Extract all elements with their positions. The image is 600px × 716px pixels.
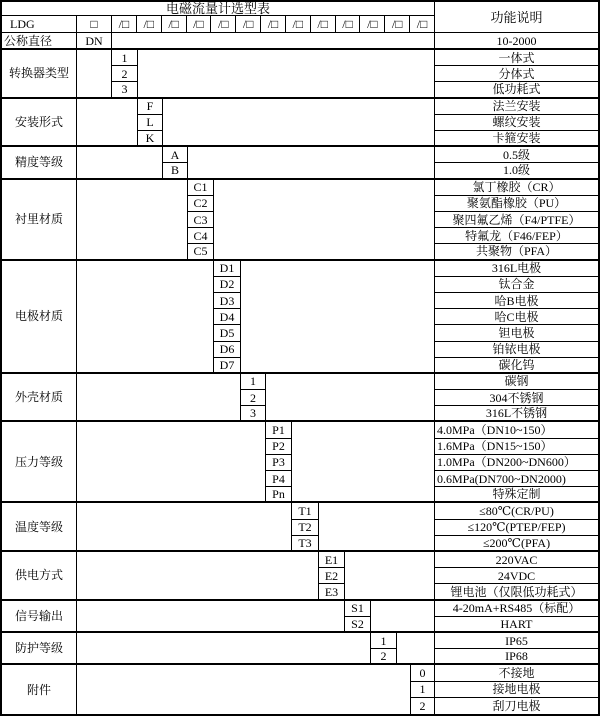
- section-label: 公称直径: [2, 33, 77, 50]
- code-cell: A: [163, 147, 188, 163]
- empty-cell: [77, 552, 319, 601]
- code-cell: 0: [411, 665, 435, 681]
- empty-cell: [214, 180, 435, 261]
- desc-cell: 聚氨酯橡胶（PU）: [435, 196, 598, 212]
- code-cell: F: [138, 99, 163, 115]
- empty-cell: [112, 33, 435, 50]
- desc-cell: 1.0级: [435, 163, 598, 179]
- desc-cell: ≤200℃(PFA): [435, 536, 598, 552]
- table-title: 电磁流量计选型表: [2, 2, 435, 16]
- section-label: 安装形式: [2, 99, 77, 148]
- desc-cell: 1.0MPa（DN200~DN600）: [435, 455, 598, 471]
- model-slot: /□: [416, 17, 428, 31]
- code-cell: K: [138, 131, 163, 147]
- code-cell: P1: [266, 422, 292, 438]
- code-cell: DN: [77, 33, 112, 50]
- empty-cell: [188, 147, 435, 179]
- empty-cell: [77, 665, 411, 714]
- code-cell: 3: [112, 82, 138, 98]
- desc-cell: IP65: [435, 633, 598, 649]
- code-cell: 2: [411, 698, 435, 714]
- desc-cell: 4-20mA+RS485（标配）: [435, 601, 598, 617]
- desc-cell: 钛合金: [435, 277, 598, 293]
- desc-cell: 共聚物（PFA）: [435, 244, 598, 260]
- section-label: 温度等级: [2, 503, 77, 552]
- desc-cell: 法兰安装: [435, 99, 598, 115]
- empty-cell: [292, 422, 435, 503]
- desc-cell: 316L不锈钢: [435, 406, 598, 422]
- empty-cell: [77, 99, 138, 148]
- empty-cell: [345, 552, 435, 601]
- section-label: 外壳材质: [2, 374, 77, 423]
- desc-cell: 0.6MPa(DN700~DN2000): [435, 471, 598, 487]
- section-label: 供电方式: [2, 552, 77, 601]
- desc-cell: 哈B电极: [435, 293, 598, 309]
- empty-cell: [319, 503, 435, 552]
- desc-cell: 10-2000: [435, 33, 598, 50]
- code-cell: D1: [214, 261, 241, 277]
- function-header: 功能说明: [435, 2, 598, 33]
- desc-cell: 氯丁橡胶（CR）: [435, 180, 598, 196]
- section-label: 电极材质: [2, 261, 77, 374]
- desc-cell: IP68: [435, 649, 598, 665]
- code-cell: C3: [188, 212, 214, 228]
- model-slot: /□: [162, 16, 187, 32]
- code-cell: 3: [241, 406, 266, 422]
- code-cell: L: [138, 115, 163, 131]
- desc-cell: 304不锈钢: [435, 390, 598, 406]
- model-slot: /□: [286, 16, 311, 32]
- desc-cell: 0.5级: [435, 147, 598, 163]
- empty-cell: [77, 180, 188, 261]
- desc-cell: 特氟龙（F46/FEP）: [435, 228, 598, 244]
- empty-cell: [77, 422, 266, 503]
- model-slot: /□: [187, 16, 212, 32]
- desc-cell: 刮刀电极: [492, 698, 541, 713]
- desc-cell: 特殊定制: [435, 487, 598, 503]
- code-cell: 1: [411, 682, 435, 698]
- code-cell: E3: [319, 584, 345, 600]
- desc-cell: 哈C电极: [435, 309, 598, 325]
- code-cell: S2: [345, 617, 371, 633]
- empty-cell: [77, 601, 345, 633]
- section-label: 压力等级: [2, 422, 77, 503]
- desc-cell: 铂铱电极: [435, 342, 598, 358]
- code-cell: T3: [292, 536, 319, 552]
- code-cell: B: [163, 163, 188, 179]
- desc-cell: 低功耗式: [435, 82, 598, 98]
- model-slot: /□: [311, 16, 336, 32]
- code-cell: P3: [266, 455, 292, 471]
- code-cell: Pn: [266, 487, 292, 503]
- code-cell: D5: [214, 325, 241, 341]
- code-cell: D4: [214, 309, 241, 325]
- code-cell: 2: [112, 66, 138, 82]
- code-cell: 1: [112, 50, 138, 66]
- desc-cell: 聚四氟乙烯（F4/PTFE）: [435, 212, 598, 228]
- empty-cell: [77, 50, 112, 99]
- desc-cell: 螺纹安装: [435, 115, 598, 131]
- model-slot: /□: [261, 16, 286, 32]
- model-box: □: [77, 16, 112, 33]
- empty-cell: [371, 601, 435, 633]
- code-cell: T1: [292, 503, 319, 519]
- model-slot: /□: [360, 16, 385, 32]
- model-slot: /□: [137, 16, 162, 32]
- desc-cell: 分体式: [435, 66, 598, 82]
- empty-cell: [77, 147, 163, 179]
- empty-cell: [241, 261, 435, 374]
- desc-cell: 4.0MPa（DN10~150）: [435, 422, 598, 438]
- code-cell: P2: [266, 439, 292, 455]
- desc-cell: 接地电极: [435, 682, 598, 698]
- empty-cell: [77, 261, 214, 374]
- code-cell: 1: [241, 374, 266, 390]
- model-slot: /□: [211, 16, 236, 32]
- code-cell: C4: [188, 228, 214, 244]
- model-slot: /□: [112, 16, 137, 32]
- model-prefix: LDG: [2, 16, 77, 33]
- section-label: 精度等级: [2, 147, 77, 179]
- desc-cell: ≤120℃(PTEP/FEP): [435, 520, 598, 536]
- section-label: 信号输出: [2, 601, 77, 633]
- code-cell: T2: [292, 520, 319, 536]
- desc-cell: 锂电池（仅限低功耗式）: [435, 584, 598, 600]
- code-cell: D2: [214, 277, 241, 293]
- empty-cell: [77, 374, 241, 423]
- empty-cell: [77, 503, 292, 552]
- desc-cell: 316L电极: [435, 261, 598, 277]
- code-cell: C2: [188, 196, 214, 212]
- desc-cell: 220VAC: [435, 552, 598, 568]
- code-cell: 1: [371, 633, 397, 649]
- desc-cell: 碳化钨: [435, 358, 598, 374]
- model-slot: /□: [336, 16, 361, 32]
- code-cell: D3: [214, 293, 241, 309]
- desc-cell: 碳钢: [435, 374, 598, 390]
- section-label: 防护等级: [2, 633, 77, 665]
- code-cell: E1: [319, 552, 345, 568]
- code-cell: C5: [188, 244, 214, 260]
- section-label: 转换器类型: [2, 50, 77, 99]
- desc-cell: 1.6MPa（DN15~150）: [435, 439, 598, 455]
- desc-cell: 24VDC: [435, 568, 598, 584]
- empty-cell: [266, 374, 435, 423]
- desc-cell: 一体式: [435, 50, 598, 66]
- empty-cell: [77, 633, 371, 665]
- empty-cell: [397, 633, 435, 665]
- code-cell: 2: [371, 649, 397, 665]
- section-label: 附件: [2, 665, 77, 714]
- desc-cell: 钽电极: [435, 325, 598, 341]
- section-label: 衬里材质: [2, 180, 77, 261]
- empty-cell: [138, 50, 435, 99]
- empty-cell: [163, 99, 435, 148]
- desc-cell: 卡箍安装: [435, 131, 598, 147]
- desc-cell: 不接地: [435, 665, 598, 681]
- code-cell: C1: [188, 180, 214, 196]
- model-slot: /□: [385, 16, 410, 32]
- desc-cell: ≤80℃(CR/PU): [435, 503, 598, 519]
- code-cell: D6: [214, 342, 241, 358]
- desc-cell: HART: [435, 617, 598, 633]
- code-cell: S1: [345, 601, 371, 617]
- code-cell: 2: [241, 390, 266, 406]
- model-slot-row: [112, 16, 435, 33]
- model-slot: /□: [236, 16, 261, 32]
- code-cell: P4: [266, 471, 292, 487]
- code-cell: D7: [214, 358, 241, 374]
- code-cell: E2: [319, 568, 345, 584]
